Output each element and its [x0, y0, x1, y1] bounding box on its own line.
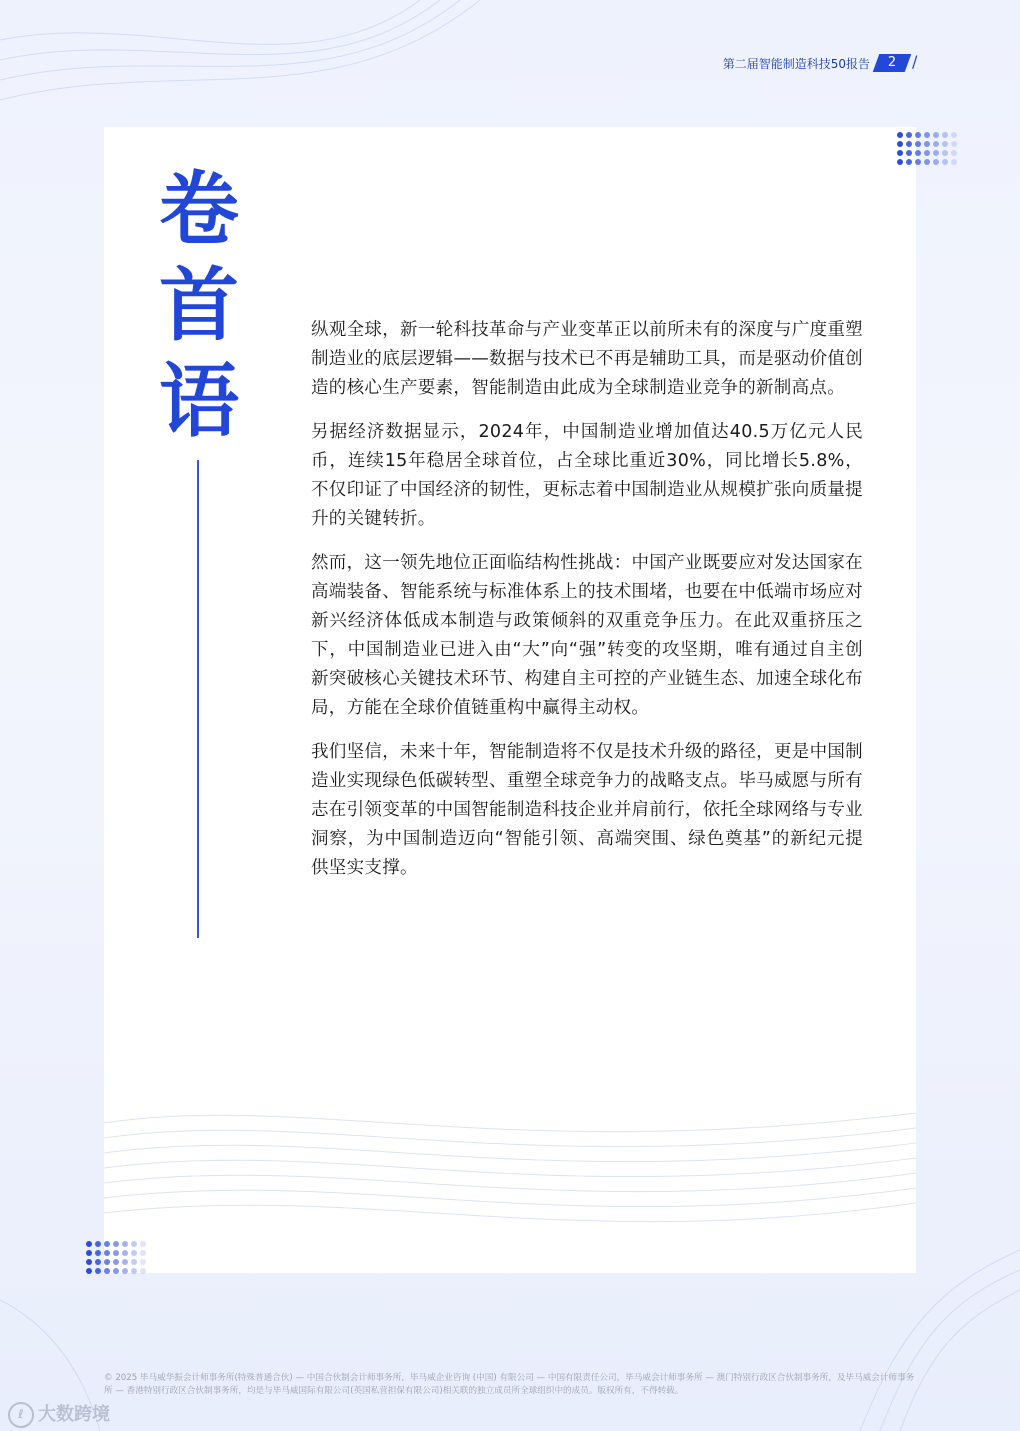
dot [906, 150, 912, 156]
watermark-logo-icon: ℓ [8, 1402, 34, 1428]
dot [122, 1259, 128, 1265]
watermark-text: 大数跨境 [38, 1404, 110, 1425]
dot [897, 159, 903, 165]
section-title [154, 162, 244, 450]
dot [86, 1259, 92, 1265]
title-char: 语 [159, 355, 239, 448]
dot [951, 159, 957, 165]
dot [897, 132, 903, 138]
dot [942, 150, 948, 156]
dot [95, 1250, 101, 1256]
dot [131, 1259, 137, 1265]
card-wave-decoration [104, 1083, 916, 1273]
dot [104, 1241, 110, 1247]
dot [924, 141, 930, 147]
dot [113, 1259, 119, 1265]
vertical-divider [197, 460, 199, 938]
dot [942, 159, 948, 165]
dot [942, 132, 948, 138]
dot-grid-decoration-top-right [897, 132, 957, 165]
dot [140, 1241, 146, 1247]
paragraph: 另据经济数据显示，2024年，中国制造业增加值达40.5万亿元人民币，连续15年稳居全球首位，占全球比重近30%，同比增长5.8%，不仅印证了中国经济的韧性，更标志着中国制造业从规模扩张向质量提升的关键转折。 [311, 422, 863, 529]
dot [95, 1259, 101, 1265]
dot [915, 132, 921, 138]
dot [113, 1250, 119, 1256]
title-char: 卷 [159, 163, 239, 256]
dot [140, 1250, 146, 1256]
dot [915, 150, 921, 156]
dot [933, 132, 939, 138]
dot [924, 159, 930, 165]
dot [122, 1241, 128, 1247]
copyright-footer: © 2025 毕马威华振会计师事务所(特殊普通合伙) — 中国合伙制会计师事务所，毕马威企业咨询 (中国) 有限公司 — 中国有限责任公司，毕马威会计师事务所 — 澳门特别行政区合伙制事务所，及毕马威会计师事务所 — 香港特别行政区合伙制事务所，均是与毕马威国际有限公司(英国私营担保有限公司)相关联的独立成员所全球组织中的成员。版权所有，不得转载。 [104, 1373, 915, 1396]
dot [86, 1250, 92, 1256]
paragraph: 我们坚信，未来十年，智能制造将不仅是技术升级的路径，更是中国制造业实现绿色低碳转型、重塑全球竞争力的战略支点。毕马威愿与所有志在引领变革的中国智能制造科技企业并肩前行，依托全球网络与专业洞察，为中国制造迈向“智能引领、高端突围、绿色奠基”的新纪元提供坚实支撑。 [311, 742, 863, 878]
dot [906, 159, 912, 165]
paragraph: 纵观全球，新一轮科技革命与产业变革正以前所未有的深度与广度重塑制造业的底层逻辑——数据与技术已不再是辅助工具，而是驱动价值创造的核心生产要素，智能制造由此成为全球制造业竞争的新制高点。 [311, 320, 863, 398]
dot [942, 141, 948, 147]
dot [131, 1241, 137, 1247]
dot [951, 141, 957, 147]
page-header [0, 52, 1020, 74]
dot [95, 1268, 101, 1274]
dot [897, 150, 903, 156]
dot [915, 141, 921, 147]
report-title: 第二届智能制造科技50报告 [722, 57, 870, 71]
dot [104, 1250, 110, 1256]
dot [951, 150, 957, 156]
page-number: 2 [887, 55, 897, 70]
dot [897, 141, 903, 147]
dot [95, 1241, 101, 1247]
dot [924, 150, 930, 156]
dot [104, 1259, 110, 1265]
dot [140, 1268, 146, 1274]
dot [122, 1250, 128, 1256]
slash-decoration: / [912, 52, 918, 71]
paragraph: 然而，这一领先地位正面临结构性挑战：中国产业既要应对发达国家在高端装备、智能系统与标准体系上的技术围堵，也要在中低端市场应对新兴经济体低成本制造与政策倾斜的双重竞争压力。在此双重挤压之下，中国制造业已进入由“大”向“强”转变的攻坚期，唯有通过自主创新突破核心关键技术环节、构建自主可控的产业链生态、加速全球化布局，方能在全球价值链重构中赢得主动权。 [311, 553, 863, 718]
dot [131, 1250, 137, 1256]
dot [933, 141, 939, 147]
body-text [311, 316, 863, 898]
dot [131, 1268, 137, 1274]
dot [86, 1241, 92, 1247]
dot [113, 1268, 119, 1274]
dot [951, 132, 957, 138]
dot [122, 1268, 128, 1274]
title-char: 首 [159, 259, 239, 352]
dot [933, 150, 939, 156]
dot-grid-decoration-bottom-left [86, 1241, 146, 1274]
dot [924, 132, 930, 138]
dot [104, 1268, 110, 1274]
dot [933, 159, 939, 165]
dot [915, 159, 921, 165]
dot [906, 132, 912, 138]
dot [140, 1259, 146, 1265]
dot [86, 1268, 92, 1274]
dot [906, 141, 912, 147]
dot [113, 1241, 119, 1247]
watermark [8, 1400, 110, 1428]
